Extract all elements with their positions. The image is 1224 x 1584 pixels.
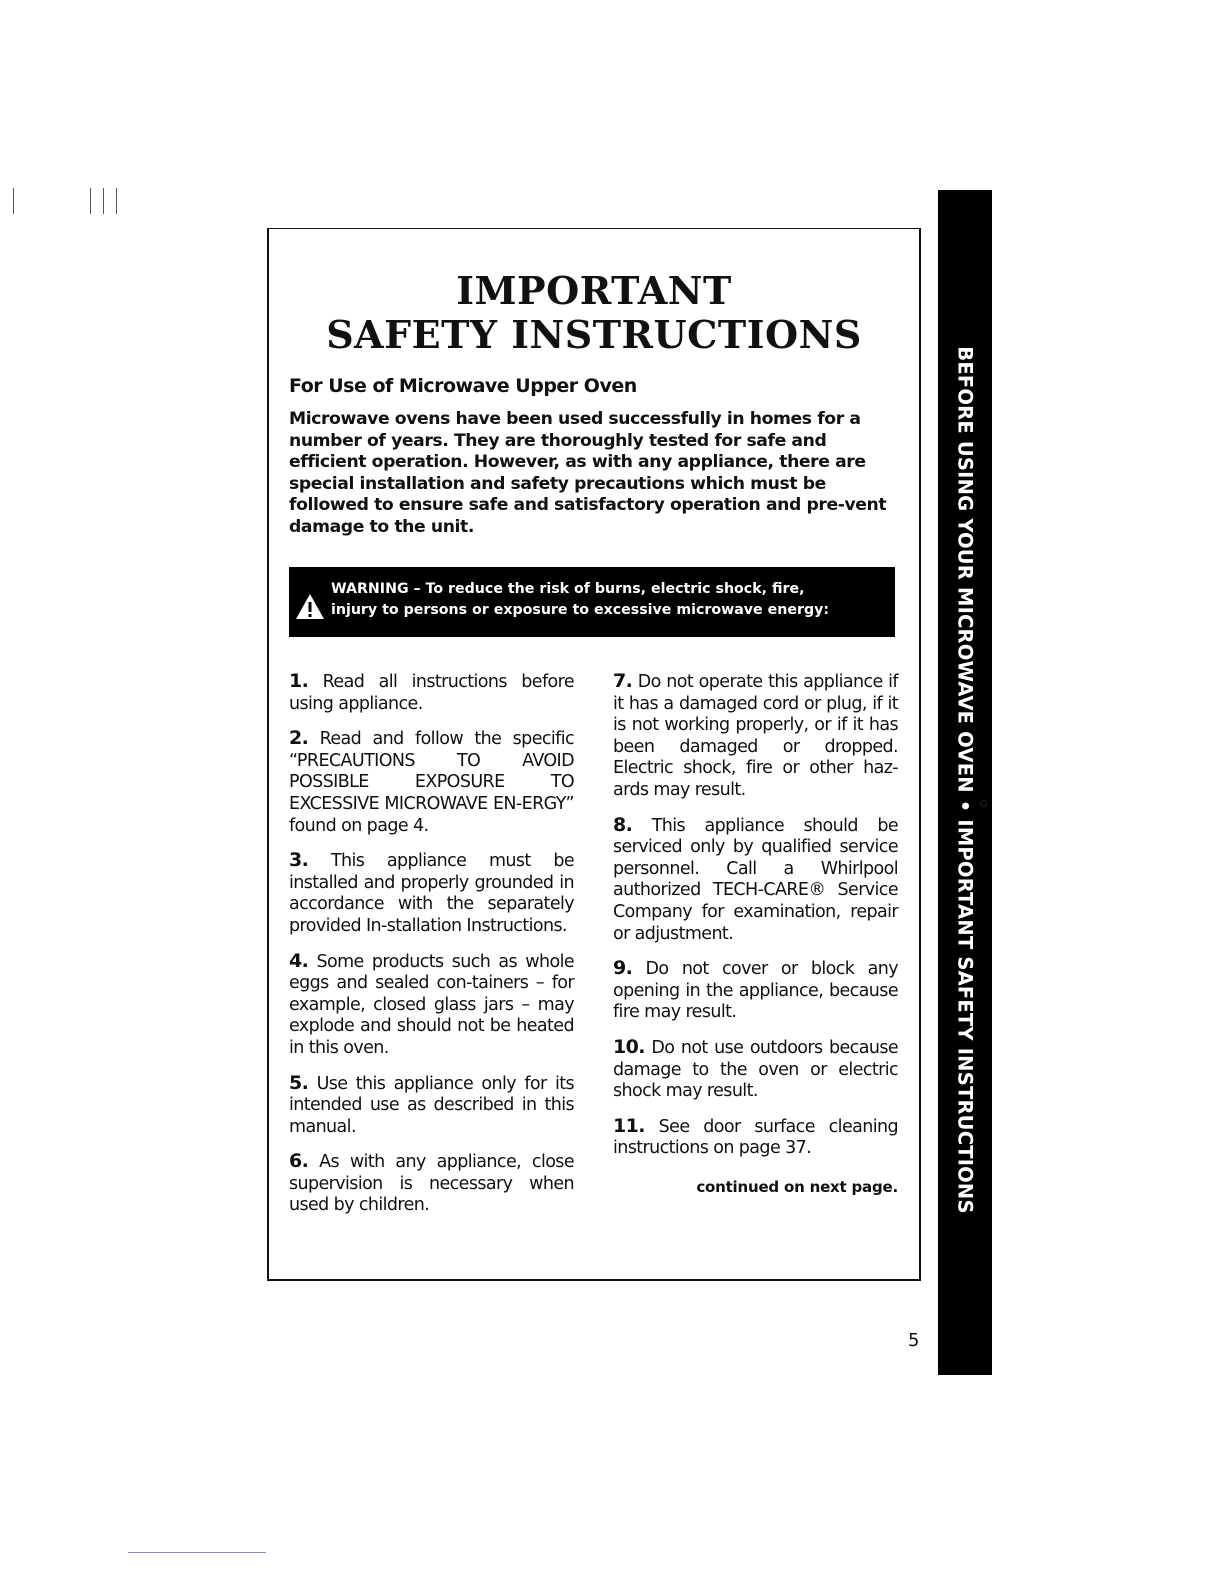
instructions-right-column xyxy=(613,671,898,1196)
section-subheading: For Use of Microwave Upper Oven xyxy=(289,375,637,397)
page-title xyxy=(269,269,919,357)
item-text: This appliance should be serviced only by qualified service personnel. Call a Whirlpool authorized TECH-CARE® Service Company for examination, repair or adjustment. xyxy=(613,815,898,944)
item-number: 7. xyxy=(613,670,633,692)
item-text: Read and follow the specific “PRECAUTIONS TO AVOID POSSIBLE EXPOSURE TO EXCESSIVE MICROWAVE EN-ERGY” found on page 4. xyxy=(289,729,574,836)
item-text: See door surface cleaning instructions on page 37. xyxy=(613,1116,898,1159)
item-number: 4. xyxy=(289,949,309,972)
item-number: 1. xyxy=(289,670,309,692)
list-item xyxy=(613,671,898,802)
warning-text xyxy=(331,579,829,621)
section-side-tab xyxy=(938,190,992,1375)
list-item xyxy=(289,671,574,715)
small-circle-mark xyxy=(980,800,987,807)
list-item xyxy=(289,728,574,837)
item-text: Do not cover or block any opening in the appliance, because fire may result. xyxy=(613,959,898,1023)
intro-paragraph: Microwave ovens have been used successfully in homes for a number of years. They are thoroughly tested for safe and efficient operation. However, as with any appliance, there are special installation and safety precautions which must be followed to ensure safe and satisfactory operation and pre-vent damage to the unit. xyxy=(289,409,887,537)
list-item xyxy=(289,1151,574,1217)
continued-note: continued on next page. xyxy=(696,1177,898,1196)
scan-mark xyxy=(90,188,91,214)
safety-instructions-box xyxy=(267,228,921,1281)
item-number: 8. xyxy=(613,813,633,836)
title-line-2: SAFETY INSTRUCTIONS xyxy=(326,312,862,357)
list-item xyxy=(613,958,898,1024)
list-item xyxy=(613,1037,898,1103)
title-line-1: IMPORTANT xyxy=(456,268,732,313)
item-number: 2. xyxy=(289,727,309,750)
page-number: 5 xyxy=(908,1330,920,1351)
item-number: 10. xyxy=(613,1035,645,1058)
list-item xyxy=(613,1116,898,1160)
item-number: 5. xyxy=(289,1071,309,1094)
item-text: This appliance must be installed and properly grounded in accordance with the separately provided In-stallation Instructions. xyxy=(289,851,574,936)
item-text: Do not operate this appliance if it has a damaged cord or plug, if it is not working properly, or if it has been damaged or dropped. Electric shock, fire or other haz-ards may result. xyxy=(613,672,898,800)
item-number: 11. xyxy=(613,1114,645,1137)
list-item xyxy=(289,850,574,937)
list-item xyxy=(613,815,898,946)
item-number: 3. xyxy=(289,849,309,872)
item-text: Do not use outdoors because damage to the oven or electric shock may result. xyxy=(613,1037,899,1102)
item-text: Some products such as whole eggs and sealed con-tainers – for example, closed glass jars – may explode and should not be heated in this oven. xyxy=(289,951,574,1058)
scan-mark xyxy=(103,188,104,214)
item-text: Read all instructions before using appliance. xyxy=(289,672,575,714)
warning-line-1: WARNING – To reduce the risk of burns, electric shock, fire, xyxy=(331,581,805,597)
item-text: As with any appliance, close supervision is necessary when used by children. xyxy=(289,1152,574,1216)
warning-banner xyxy=(289,567,895,637)
scan-mark xyxy=(116,188,117,214)
item-text: Use this appliance only for its intended use as described in this manual. xyxy=(289,1073,574,1137)
warning-triangle-icon xyxy=(295,593,325,620)
list-item xyxy=(289,951,574,1060)
instructions-left-column xyxy=(289,671,574,1230)
scan-mark xyxy=(13,188,14,214)
bottom-rule xyxy=(128,1552,266,1553)
list-item xyxy=(289,1073,574,1139)
side-tab-label: BEFORE USING YOUR MICROWAVE OVEN • IMPORTANT SAFETY INSTRUCTIONS xyxy=(953,346,977,1214)
item-number: 9. xyxy=(613,957,633,980)
item-number: 6. xyxy=(289,1150,309,1173)
warning-line-2: injury to persons or exposure to excessive microwave energy: xyxy=(331,602,830,618)
